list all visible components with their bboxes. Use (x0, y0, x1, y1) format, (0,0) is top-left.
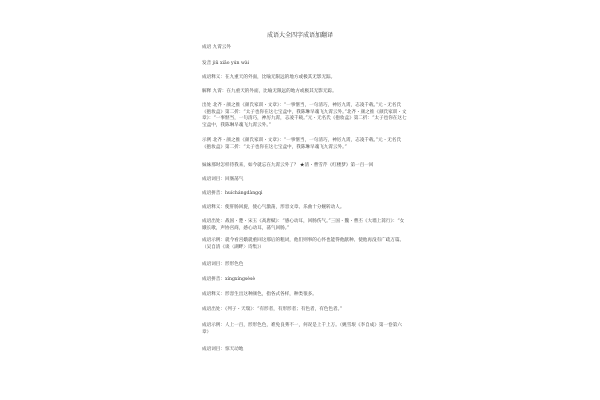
entry-title: 成语词目：回肠荡气 (202, 177, 244, 182)
entry-example: 成语示例：人上一百，形形色色，难免良莠不一，何况是上千上万。（姚雪垠《李自成》第一卷第六章） (202, 323, 402, 335)
entry-title: 成语词目：惊天动地 (202, 347, 244, 352)
entry-example: 成语示例：就今看宫娥就重回这那后的粗词，他们则事的心怀也能得他献种、使他再没有广疏万篇。（吴自清《谈〈湖畔〉诗集》） (202, 238, 405, 250)
meaning-line: 成语释义：在九重天的外面，比喻无限远的地方或极其无影无踪。 (202, 75, 336, 80)
pronunciation-line: 发音 jiǔ xiāo yún wài (202, 61, 250, 66)
entry-title: 成语词目：形形色色 (202, 262, 244, 267)
entry-meaning: 成语释义：使肝肠回旋，使心气激荡，形容文章、乐曲十分婉转动人。 (202, 205, 345, 210)
entry-pinyin: 成语拼音：xíngxíngsèsè (202, 277, 256, 282)
entry-source: 成语出处：《列子・天瑞》：“有形者，有形形者；有色者，有色色者。” (202, 307, 343, 312)
idiom-heading: 成语 九霄云外 (202, 45, 232, 50)
entry-source: 成语出处：战国・楚・宋玉《高唐赋》：“感心动耳，回肠伤气。”三国・魏・曹丕《大墙上蒿行》：“女娥长歌，声协宫商，感心动耳，荡气回肠。” (202, 219, 405, 231)
document-title: 成语大全四字成语加翻译 (266, 32, 333, 39)
entry-meaning: 成语释义：形容生出这种颜色，指各式各样，种类很多。 (202, 292, 317, 297)
explanation-line: 解释 九霄：在九重天的外面，比喻无限远的地方或极其无影无踪。 (202, 89, 337, 94)
quote-line: 妹妹那时怎样待我来，如今就忘在九霄云外了？ ★清・曹雪芹《红楼梦》第一百一回 (202, 163, 374, 168)
entry-pinyin: 成语拼音：huíchángdàngqì (202, 191, 263, 196)
source-paragraph: 出处 北齐・颜之推《颜氏家训・文章》：“一事惬当，一句清巧，神厉九霄，志凌千载。”元・无名氏《抱妆盒》第二折：“太子也你在这七宝盒中，我陈琳早魂飞九霄云外。”北齐・颜之推《颜氏家训・文章》：“一事惬当，一句清巧，神厉九霄，志凌千载。”元・无名氏《抱妆盒》第二折：“太子也你在这七宝盒中，我陈琳早魂飞九霄云外。” (202, 103, 407, 128)
example-paragraph: 示例 北齐・颜之推《颜氏家训・文章》：“一事惬当，一句清巧，神厉九霄，志凌千载。”元・无名氏《抱妆盒》第二折：“太子也你在这七宝盒中，我陈琳早魂飞九霄云外。” (202, 138, 402, 150)
